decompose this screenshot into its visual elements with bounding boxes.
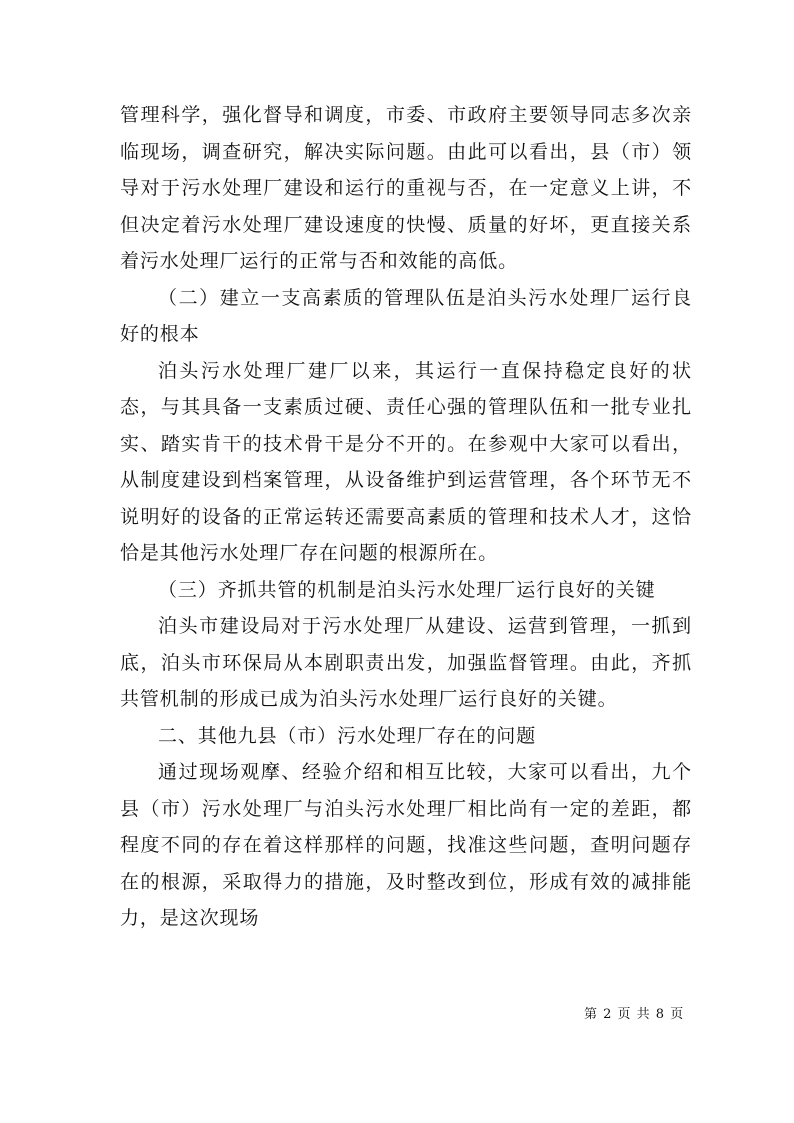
paragraph-joint-management: 泊头市建设局对于污水处理厂从建设、运营到管理，一抓到底，泊头市环保局从本剧职责出发，加强监督管理。由此，齐抓共管机制的形成已成为泊头污水处理厂运行良好的关键。 xyxy=(120,615,692,710)
page-number-footer: 第 2 页 共 8 页 xyxy=(584,1007,685,1022)
paragraph-management-team: 泊头污水处理厂建厂以来，其运行一直保持稳定良好的状态，与其具备一支素质过硬、责任心强的管理队伍和一批专业扎实、踏实肯干的技术骨干是分不开的。在参观中大家可以看出，从制度建设到档案管理，从设备维护到运营管理，各个环节无不说明好的设备的正常运转还需要高素质的管理和技术人才，这恰恰是其他污水处理厂存在问题的根源所在。 xyxy=(120,359,692,564)
paragraph-leadership-importance: 管理科学，强化督导和调度，市委、市政府主要领导同志多次亲临现场，调查研究，解决实际问题。由此可以看出，县（市）领导对于污水处理厂建设和运行的重视与否，在一定意义上讲，不但决定着污水处理厂建设速度的快慢、质量的好坏，更直接关系着污水处理厂运行的正常与否和效能的高低。 xyxy=(120,104,692,272)
document-body xyxy=(120,97,692,937)
heading-section-two: 二、其他九县（市）污水处理厂存在的问题 xyxy=(158,724,537,747)
heading-joint-management: （三）齐抓共管的机制是泊头污水处理厂运行良好的关键 xyxy=(158,578,656,601)
heading-management-team: （二）建立一支高素质的管理队伍是泊头污水处理厂运行良好的根本 xyxy=(120,286,692,345)
paragraph-existing-problems: 通过现场观摩、经验介绍和相互比较，大家可以看出，九个县（市）污水处理厂与泊头污水处理厂相比尚有一定的差距，都程度不同的存在着这样那样的问题，找准这些问题，查明问题存在的根源，采取得力的措施，及时整改到位，形成有效的减排能力，是这次现场 xyxy=(120,761,692,929)
